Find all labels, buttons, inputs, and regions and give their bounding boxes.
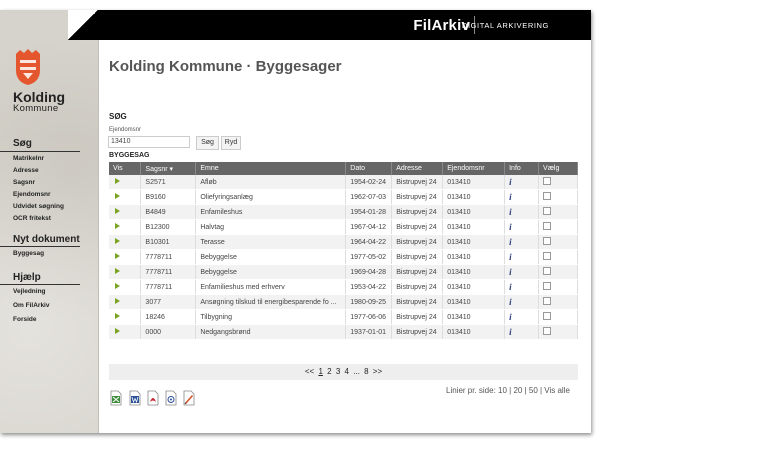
rows-per-page[interactable]: Linier pr. side: 10 | 20 | 50 | Vis alle [446, 386, 570, 395]
ejendomsnr-cell: 013410 [443, 295, 505, 310]
page-corner-fold [68, 10, 98, 40]
emne-cell: Afløb [196, 175, 346, 190]
info-icon[interactable]: i [509, 267, 512, 277]
nav-item-matrikelnr[interactable]: Matrikelnr [13, 155, 45, 162]
play-icon[interactable] [115, 253, 120, 259]
select-cell[interactable] [539, 220, 578, 235]
dato-cell: 1977-06-06 [346, 310, 392, 325]
dato-cell: 1980-09-25 [346, 295, 392, 310]
view-cell[interactable] [109, 250, 141, 265]
sagsnr-cell: S2571 [141, 175, 196, 190]
play-icon[interactable] [115, 268, 120, 274]
city-subtitle: Kommune [13, 103, 59, 114]
view-cell[interactable] [109, 310, 141, 325]
results-heading: BYGGESAG [109, 152, 150, 159]
info-icon[interactable]: i [509, 222, 512, 232]
dato-cell: 1954-02-24 [346, 175, 392, 190]
search-button[interactable]: Søg [196, 136, 219, 150]
column-header-select: Vælg [539, 162, 578, 175]
adresse-cell: Bistrupvej 24 [392, 325, 443, 340]
view-cell[interactable] [109, 220, 141, 235]
dato-cell: 1962-07-03 [346, 190, 392, 205]
table-row [109, 325, 578, 340]
adresse-cell: Bistrupvej 24 [392, 310, 443, 325]
emne-cell: Tilbygning [196, 310, 346, 325]
ejendomsnr-cell: 013410 [443, 190, 505, 205]
pager-next[interactable]: >> [372, 367, 383, 376]
play-icon[interactable] [115, 193, 120, 199]
clear-button[interactable]: Ryd [221, 136, 241, 150]
emne-cell: Oliefyringsanlæg [196, 190, 346, 205]
emne-cell: Enfamileshus [196, 205, 346, 220]
column-header-ejendomsnr[interactable]: Ejendomsnr [443, 162, 505, 175]
pagination [109, 364, 578, 380]
ejendomsnr-cell: 013410 [443, 205, 505, 220]
info-cell[interactable] [505, 295, 539, 310]
pager-prev[interactable]: << [304, 367, 315, 376]
select-checkbox[interactable] [543, 282, 551, 290]
emne-cell: Bebyggelse [196, 250, 346, 265]
view-cell[interactable] [109, 190, 141, 205]
info-icon[interactable]: i [509, 237, 512, 247]
ejendomsnr-cell: 013410 [443, 280, 505, 295]
select-cell[interactable] [539, 190, 578, 205]
word-export-icon[interactable] [129, 390, 141, 406]
nav-item-about[interactable]: Om FilArkiv [13, 302, 50, 309]
emne-cell: Bebyggelse [196, 265, 346, 280]
select-checkbox[interactable] [543, 207, 551, 215]
nav-section-new-document-title: Nyt dokument [13, 234, 80, 245]
emne-cell: Ansøgning tilskud til energibesparende fo ... [196, 295, 346, 310]
info-icon[interactable]: i [509, 282, 512, 292]
nav-section-help-title: Hjælp [13, 272, 41, 283]
table-row [109, 280, 578, 295]
nav-item-sagsnr[interactable]: Sagsnr [13, 179, 36, 186]
nav-divider [0, 151, 80, 152]
dato-cell: 1954-01-28 [346, 205, 392, 220]
info-cell[interactable] [505, 280, 539, 295]
emne-cell: Enfamilieshus med erhverv [196, 280, 346, 295]
select-checkbox[interactable] [543, 297, 551, 305]
pdf-export-icon[interactable] [147, 390, 159, 406]
select-cell[interactable] [539, 280, 578, 295]
table-row [109, 205, 578, 220]
sidebar [0, 10, 99, 433]
pager-page-2[interactable]: 2 [327, 367, 332, 376]
sagsnr-cell: 0000 [141, 325, 196, 340]
nav-divider [0, 284, 80, 285]
select-checkbox[interactable] [543, 312, 551, 320]
adresse-cell: Bistrupvej 24 [392, 220, 443, 235]
pager-page-8[interactable]: 8 [364, 367, 369, 376]
adresse-cell: Bistrupvej 24 [392, 295, 443, 310]
table-row [109, 250, 578, 265]
adresse-cell: Bistrupvej 24 [392, 190, 443, 205]
kolding-coat-of-arms-icon [14, 48, 42, 86]
column-header-dato[interactable]: Dato [346, 162, 392, 175]
select-checkbox[interactable] [543, 192, 551, 200]
info-icon[interactable]: i [509, 207, 512, 217]
nav-section-search-title: Søg [13, 138, 32, 149]
adresse-cell: Bistrupvej 24 [392, 250, 443, 265]
page-title: Kolding Kommune · Byggesager [109, 58, 342, 75]
sagsnr-cell: B4849 [141, 205, 196, 220]
select-cell[interactable] [539, 175, 578, 190]
sagsnr-cell: 7778711 [141, 265, 196, 280]
ejendomsnr-cell: 013410 [443, 175, 505, 190]
info-icon[interactable]: i [509, 312, 512, 322]
column-header-adresse[interactable]: Adresse [392, 162, 443, 175]
view-cell[interactable] [109, 205, 141, 220]
nav-item-guide[interactable]: Vejledning [13, 288, 46, 295]
select-cell[interactable] [539, 250, 578, 265]
view-cell[interactable] [109, 280, 141, 295]
brand-tagline: DIGITAL ARKIVERING [461, 21, 549, 30]
table-header-row [109, 162, 578, 175]
view-cell[interactable] [109, 175, 141, 190]
sagsnr-cell: 7778711 [141, 250, 196, 265]
select-cell[interactable] [539, 325, 578, 340]
sagsnr-cell: B9160 [141, 190, 196, 205]
column-header-vis: Vis [109, 162, 141, 175]
info-icon[interactable]: i [509, 327, 512, 337]
table-row [109, 175, 578, 190]
play-icon[interactable] [115, 298, 120, 304]
column-header-info: Info [505, 162, 539, 175]
excel-export-icon[interactable] [110, 390, 122, 406]
pager-page-3[interactable]: 3 [335, 367, 341, 376]
edit-icon[interactable] [183, 390, 195, 406]
city-name: Kolding [13, 89, 66, 105]
dato-cell: 1967-04-12 [346, 220, 392, 235]
nav-item-advanced-search[interactable]: Udvidet søgning [13, 203, 64, 210]
info-cell[interactable] [505, 175, 539, 190]
pager-ellipsis: ... [353, 367, 360, 376]
sagsnr-cell: B10301 [141, 235, 196, 250]
search-heading: SØG [109, 112, 127, 121]
ejendomsnr-input[interactable] [108, 136, 190, 148]
view-cell[interactable] [109, 235, 141, 250]
info-cell[interactable] [505, 190, 539, 205]
view-cell[interactable] [109, 265, 141, 280]
select-checkbox[interactable] [543, 267, 551, 275]
emne-cell: Nedgangsbrønd [196, 325, 346, 340]
info-cell[interactable] [505, 220, 539, 235]
info-icon[interactable]: i [509, 297, 512, 307]
top-bar [98, 10, 591, 40]
play-icon[interactable] [115, 313, 120, 319]
select-checkbox[interactable] [543, 252, 551, 260]
brand-logo: FilArkiv [413, 17, 470, 34]
table-row [109, 235, 578, 250]
ejendomsnr-cell: 013410 [443, 250, 505, 265]
adresse-cell: Bistrupvej 24 [392, 235, 443, 250]
select-checkbox[interactable] [543, 177, 551, 185]
ejendomsnr-cell: 013410 [443, 235, 505, 250]
nav-divider [0, 246, 80, 247]
table-row [109, 265, 578, 280]
email-icon[interactable] [165, 390, 177, 406]
ejendomsnr-cell: 013410 [443, 310, 505, 325]
select-cell[interactable] [539, 310, 578, 325]
pager-page-4[interactable]: 4 [344, 367, 349, 376]
ejendomsnr-cell: 013410 [443, 220, 505, 235]
select-cell[interactable] [539, 265, 578, 280]
view-cell[interactable] [109, 325, 141, 340]
select-cell[interactable] [539, 235, 578, 250]
dato-cell: 1969-04-28 [346, 265, 392, 280]
dato-cell: 1953-04-22 [346, 280, 392, 295]
select-checkbox[interactable] [543, 237, 551, 245]
dato-cell: 1964-04-22 [346, 235, 392, 250]
select-checkbox[interactable] [543, 327, 551, 335]
nav-item-byggesag[interactable]: Byggesag [13, 250, 45, 257]
nav-item-adresse[interactable]: Adresse [13, 167, 39, 174]
app-window [0, 10, 591, 433]
nav-item-ocr-fulltext[interactable]: OCR fritekst [13, 215, 51, 222]
info-cell[interactable] [505, 235, 539, 250]
sagsnr-cell: B12300 [141, 220, 196, 235]
info-cell[interactable] [505, 310, 539, 325]
play-icon[interactable] [115, 328, 120, 334]
adresse-cell: Bistrupvej 24 [392, 280, 443, 295]
info-cell[interactable] [505, 250, 539, 265]
play-icon[interactable] [115, 223, 120, 229]
dato-cell: 1977-05-02 [346, 250, 392, 265]
info-cell[interactable] [505, 325, 539, 340]
play-icon[interactable] [115, 178, 120, 184]
info-icon[interactable]: i [509, 192, 512, 202]
play-icon[interactable] [115, 283, 120, 289]
view-cell[interactable] [109, 295, 141, 310]
column-header-emne[interactable]: Emne [196, 162, 346, 175]
dato-cell: 1937-01-01 [346, 325, 392, 340]
pager-page-1[interactable]: 1 [318, 367, 323, 376]
select-cell[interactable] [539, 205, 578, 220]
sagsnr-cell: 3077 [141, 295, 196, 310]
nav-item-home[interactable]: Forside [13, 316, 37, 323]
play-icon[interactable] [115, 208, 120, 214]
info-cell[interactable] [505, 265, 539, 280]
ejendomsnr-cell: 013410 [443, 265, 505, 280]
table-row [109, 220, 578, 235]
adresse-cell: Bistrupvej 24 [392, 175, 443, 190]
select-cell[interactable] [539, 295, 578, 310]
info-cell[interactable] [505, 205, 539, 220]
emne-cell: Terasse [196, 235, 346, 250]
table-row [109, 190, 578, 205]
results-table [109, 162, 578, 340]
play-icon[interactable] [115, 238, 120, 244]
ejendomsnr-label: Ejendomsnr [109, 127, 142, 133]
sagsnr-cell: 7778711 [141, 280, 196, 295]
table-row [109, 310, 578, 325]
emne-cell: Halvtag [196, 220, 346, 235]
table-row [109, 295, 578, 310]
select-checkbox[interactable] [543, 222, 551, 230]
ejendomsnr-cell: 013410 [443, 325, 505, 340]
info-icon[interactable]: i [509, 252, 512, 262]
adresse-cell: Bistrupvej 24 [392, 265, 443, 280]
column-header-sagsnr[interactable]: Sagsnr ▾ [141, 162, 196, 175]
adresse-cell: Bistrupvej 24 [392, 205, 443, 220]
nav-item-ejendomsnr[interactable]: Ejendomsnr [13, 191, 51, 198]
info-icon[interactable]: i [509, 177, 512, 187]
sagsnr-cell: 18246 [141, 310, 196, 325]
